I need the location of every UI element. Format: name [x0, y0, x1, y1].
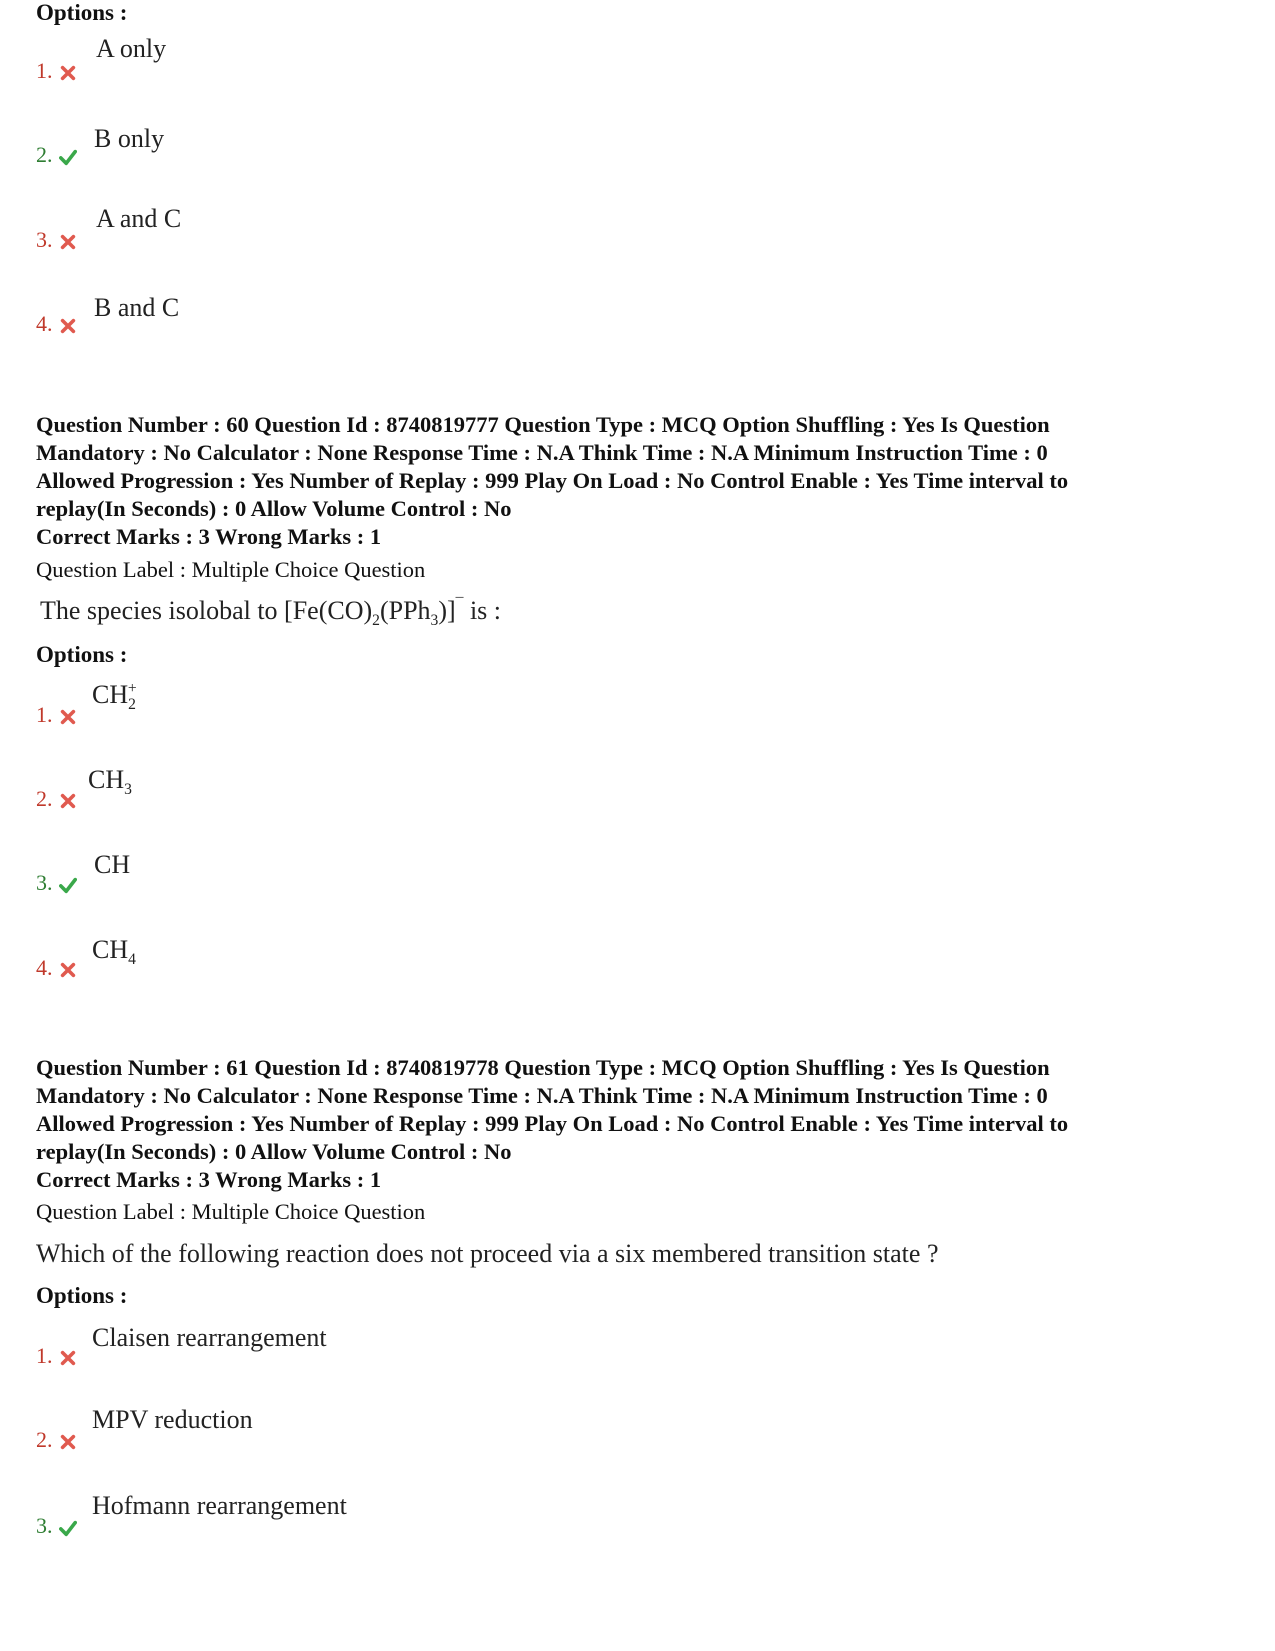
option-number: 2.: [36, 1427, 77, 1453]
cross-icon: [59, 1349, 77, 1367]
option-number: 3.: [36, 870, 77, 896]
cross-icon: [59, 233, 77, 251]
option-number: 2.: [36, 142, 77, 168]
option-text: Claisen rearrangement: [92, 1323, 327, 1352]
option-number: 3.: [36, 227, 77, 253]
option-text: A and C: [96, 204, 182, 233]
option-number: 4.: [36, 955, 77, 981]
cross-icon: [59, 792, 77, 810]
option-text: B only: [94, 124, 165, 153]
cross-icon: [59, 961, 77, 979]
question-text: Which of the following reaction does not proceed via a six membered transition state ?: [36, 1239, 939, 1268]
option-formula: CH: [94, 850, 131, 879]
option-formula: $CH_4$: [92, 935, 136, 968]
options-heading: Options :: [36, 1283, 128, 1308]
checkmark-icon: [59, 1519, 77, 1537]
options-heading: Options :: [36, 642, 128, 667]
option-text: A only: [96, 34, 167, 63]
option-number: 1.: [36, 1343, 77, 1369]
question-metadata: Question Number : 60 Question Id : 8740819777 Question Type : MCQ Option Shuffling : Yes Is Question Mandatory : No Calculator : None Response Time : N.A Think Time : N.A Minimum Instruction Time : 0 Allowed Progression : Yes Number of Replay : 999 Play On Load : No Control Enable : Yes Time interval to replay(In Seconds) : 0 Allow Volume Control : No: [36, 412, 1069, 521]
option-number: 3.: [36, 1513, 77, 1539]
question-metadata: Question Number : 61 Question Id : 8740819778 Question Type : MCQ Option Shuffling : Yes Is Question Mandatory : No Calculator : None Response Time : N.A Think Time : N.A Minimum Instruction Time : 0 Allowed Progression : Yes Number of Replay : 999 Play On Load : No Control Enable : Yes Time interval to replay(In Seconds) : 0 Allow Volume Control : No: [36, 1055, 1069, 1164]
option-text: B and C: [94, 293, 180, 322]
options-heading: Options :: [36, 0, 128, 25]
checkmark-icon: [59, 148, 77, 166]
option-formula: $CH_3$: [88, 765, 132, 798]
question-label: Question Label : Multiple Choice Question: [36, 1199, 426, 1224]
checkmark-icon: [59, 876, 77, 894]
question-label: Question Label : Multiple Choice Question: [36, 557, 426, 582]
option-text: Hofmann rearrangement: [92, 1491, 347, 1520]
option-number: 2.: [36, 786, 77, 812]
option-formula: $CH_2^+$: [92, 680, 137, 713]
cross-icon: [59, 708, 77, 726]
option-text: MPV reduction: [92, 1405, 253, 1434]
cross-icon: [59, 64, 77, 82]
marks-info: Correct Marks : 3 Wrong Marks : 1: [36, 1167, 382, 1192]
marks-info: Correct Marks : 3 Wrong Marks : 1: [36, 524, 382, 549]
option-number: 1.: [36, 702, 77, 728]
cross-icon: [59, 317, 77, 335]
option-number: 4.: [36, 311, 77, 337]
option-number: 1.: [36, 58, 77, 84]
cross-icon: [59, 1433, 77, 1451]
question-text: The species isolobal to $[Fe(CO)_2(PPh_3)]^¯$ is :: [40, 596, 502, 629]
